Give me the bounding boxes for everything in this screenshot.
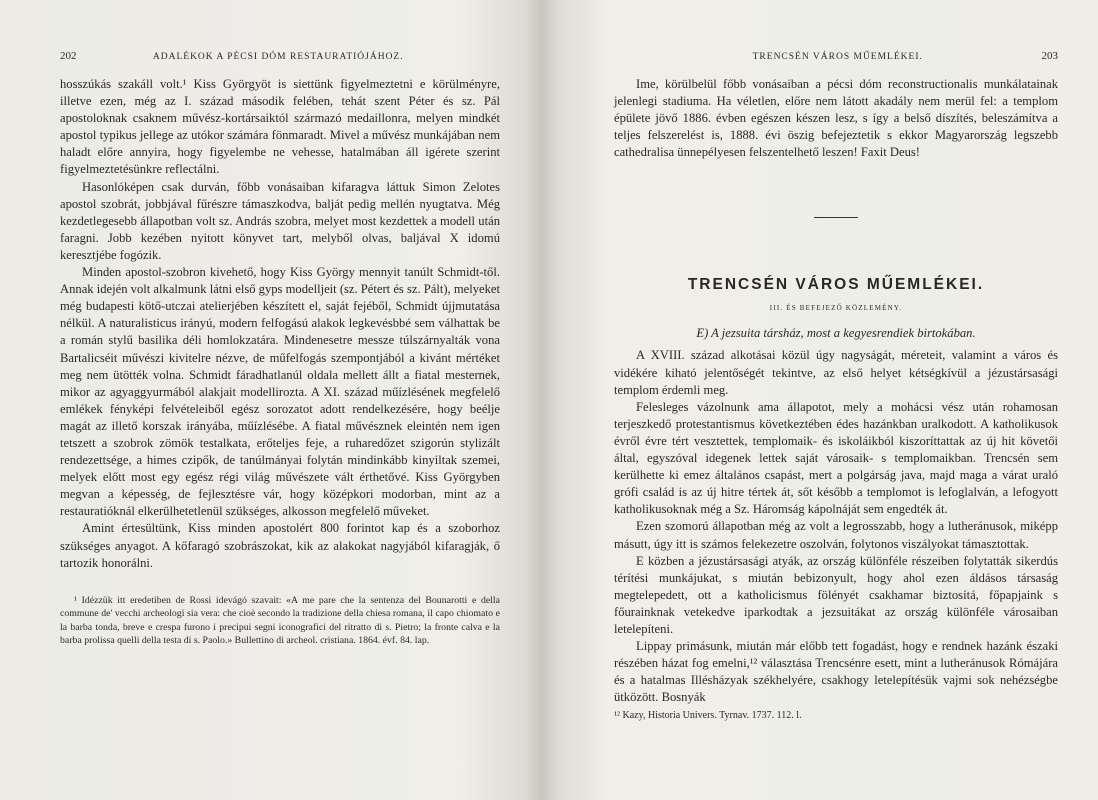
- article-title: TRENCSÉN VÁROS MŰEMLÉKEI.: [687, 276, 985, 294]
- paragraph: Amint értesültünk, Kiss minden apostolért 800 forintot kap és a szoborhoz szükséges anyagot. A kőfaragó szobrászokat, kik az alakokat nagyjából kifaragják, ő tartozik honorálni.: [60, 521, 500, 570]
- page-number-left: 202: [60, 50, 77, 62]
- paragraph: E közben a jézustársasági atyák, az ország különféle részeiben folytatták sikerdús térítési munkájukat, s miután bebizonyult, hogy ahol ezen áldásos társaság megtelepedett, ott a katholicismus fölényét csakhamar biztosítá, főpapjaink s főurainknak vetekedve iparkodtak a jezsuitákat az ország különféle városaiban letelepíteni.: [614, 553, 1058, 636]
- running-head-left: ADALÉKOK A PÉCSI DÓM RESTAURATIÓJÁHOZ.: [152, 52, 404, 62]
- page-number-right: 203: [1041, 50, 1058, 62]
- paragraph: Minden apostol-szobron kivehető, hogy Kiss György mennyit tanúlt Schmidt-től. Annak idején volt alkalmunk látni első gyps modelljeit (sz. Pétert és sz. Pált), melyeket még budapesti kötő-utczai atelierjében készített el, saját fejéből, Schmidt újjmutatása nélkül. A naturalisticus irányú, modern felfogású alakok legkevésbbé sem válhattak be a román stylű basilika déli homlokzatára. Mindenesetre messze túlszárnyalták vona Bartalicséit művészi kivitelre nézve, de műfelfogás szempontjából a kivánt mértéket meg nem ütötték volna. Schmidt fáradhatlanúl oldala mellett állt a fiatal mesternek, mikor az agyaggyurmából alakjait modellirozta. A XI. század műízlésének megfelelő emlékek fényképi felvételeiből egész sorozatot adott rendelkezésére, hogy beélje magát az illető korszak irányába, műízlésébe. A fiatal művésznek eleintén nem igen tetszett a szobrok zömök testalkata, erőteljes feje, a ruharedőzet szigorún stylizált rendezettsége, a himes czipők, de tanúlmányai folytán mindinkább kinyiltak szemei, melyek előtt most egy egész régi világ művészete vált érthetővé. Kiss Györgyben megvan a képesség, de fejlesztésre vár, hogy középkori modorban, mint az a restauratióknál elkerülhetetlenül szükséges, alkosson megfelelő műveket.: [60, 265, 500, 519]
- left-page: [0, 0, 542, 800]
- section-divider: [814, 217, 858, 218]
- paragraph: Ime, körülbelül főbb vonásaiban a pécsi dóm reconstructionalis munkálatainak jelenlegi stadiuma. Ha véletlen, előre nem látott akadály nem merül fel: a templom épülete jövő 1886. évben egészen készen lesz, s így a belső díszítés, beleszámítva a teljes felszerelést is, 1888. évi öszig befejeztetik s ekkor Magyarország legszebb cathedralisa ünnepélyesen felszentelhető leszen! Faxit Deus!: [614, 77, 1058, 160]
- section-heading: E) A jezsuita társház, most a kegyesrendiek birtokában.: [696, 326, 976, 341]
- article-subtitle: III. ÉS BEFEJEZŐ KÖZLEMÉNY.: [769, 304, 903, 313]
- paragraph: hosszúkás szakáll volt.¹ Kiss Györgyöt is siettünk figyelmeztetni e körülményre, illetve ezen, még az I. század második felében, tehát szent Péter és sz. Pál apostoloknak csaknem művész-kortársaiktól származó medaillonra, melyen mindkét apostol typikus jellege az utókor számára fönmaradt. Mivel a művész munkájában nem haladt előre annyira, hogy figyelembe ne vehesse, hatalmában áll igérete szerint figyelmeztetésünkre reflectálni.: [60, 77, 500, 177]
- right-article-text: [614, 347, 1058, 706]
- paragraph: Lippay primásunk, miután már előbb tett fogadást, hogy e rendnek hazánk északi részében házat fog emelni,¹² választása Trencsénre esett, mint a lutheránusok Rómájára és a hatalmas Illésházyak székhelyére, csakhogy letelepítésük vajmi sok nehézségbe ütközött. Bosnyák: [614, 639, 1058, 705]
- running-head-right: TRENCSÉN VÁROS MŰEMLÉKEI.: [752, 52, 923, 62]
- right-body-text: [614, 76, 1058, 161]
- left-body-text: [60, 76, 500, 572]
- footnote-right: ¹² Kazy, Historia Univers. Tyrnav. 1737. 112. l.: [614, 710, 802, 721]
- paragraph: Hasonlóképen csak durván, főbb vonásaiban kifaragva láttuk Simon Zelotes apostol szobrát, jobbjával fűrészre támaszkodva, balját pedig mellén nyugtatva. Még kezdetlegesebb állapotban volt sz. András szobra, melyet most kezdettek a modell után faragni. Jobb kezében nyitott könyvet tart, melyből olvas, baljával X idomú keresztjébe fogózik.: [60, 179, 500, 262]
- paragraph: Ezen szomorú állapotban még az volt a legrosszabb, hogy a lutheránusok, miképp másutt, úgy itt is számos felekezetre oszolván, folytonos viszályokat támasztottak.: [614, 519, 1058, 551]
- footnote-left: [60, 594, 500, 648]
- right-page: [542, 0, 1098, 800]
- footnote-text: ¹ Idézzük itt eredetiben de Rossi idevágó szavait: «A me pare che la sentenza del Bounarotti e della commune de' vecchi archeologi sia vera: che cioè secondo la tradizione della chiesa romana, il capo chiomato e la barba tonda, breve e crespa furono i precipui segni iconografici del ritratto di s. Pietro; la fronte calva e la barba prolissa quelli della testa di s. Paolo.» Bullettino di archeol. cristiana. 1864. évf. 84. lap.: [60, 594, 500, 646]
- paragraph: A XVIII. század alkotásai közül úgy nagyságát, méreteit, valamint a város és vidékére kiható jelentőségét tekintve, az első helyet kétségkívül a jézustársasági templom érdemli meg.: [614, 348, 1058, 397]
- running-header-left: [60, 50, 500, 62]
- running-header-right: [614, 50, 1058, 62]
- paragraph: Felesleges vázolnunk ama állapotot, mely a mohácsi vész után rohamosan terjeszkedő protestantismus következtében édes hazánkban uralkodott. A katholikusok évről évre tért vesztettek, templomaik- és iskoláikból kiszoríttattak az új hit követői által, egyszóval idegenek lettek saját városaik- s templomaikban. Trencsén sem kerülhette ki emez általános csapást, mert a polgárság java, majd maga a várat uraló grófi család is az új hitre tértek át, sőt később a templomot is lefoglalván, a lefogyott katholikusoknak még a Sz. Háromság kápolnáját sem engedték át.: [614, 399, 1058, 517]
